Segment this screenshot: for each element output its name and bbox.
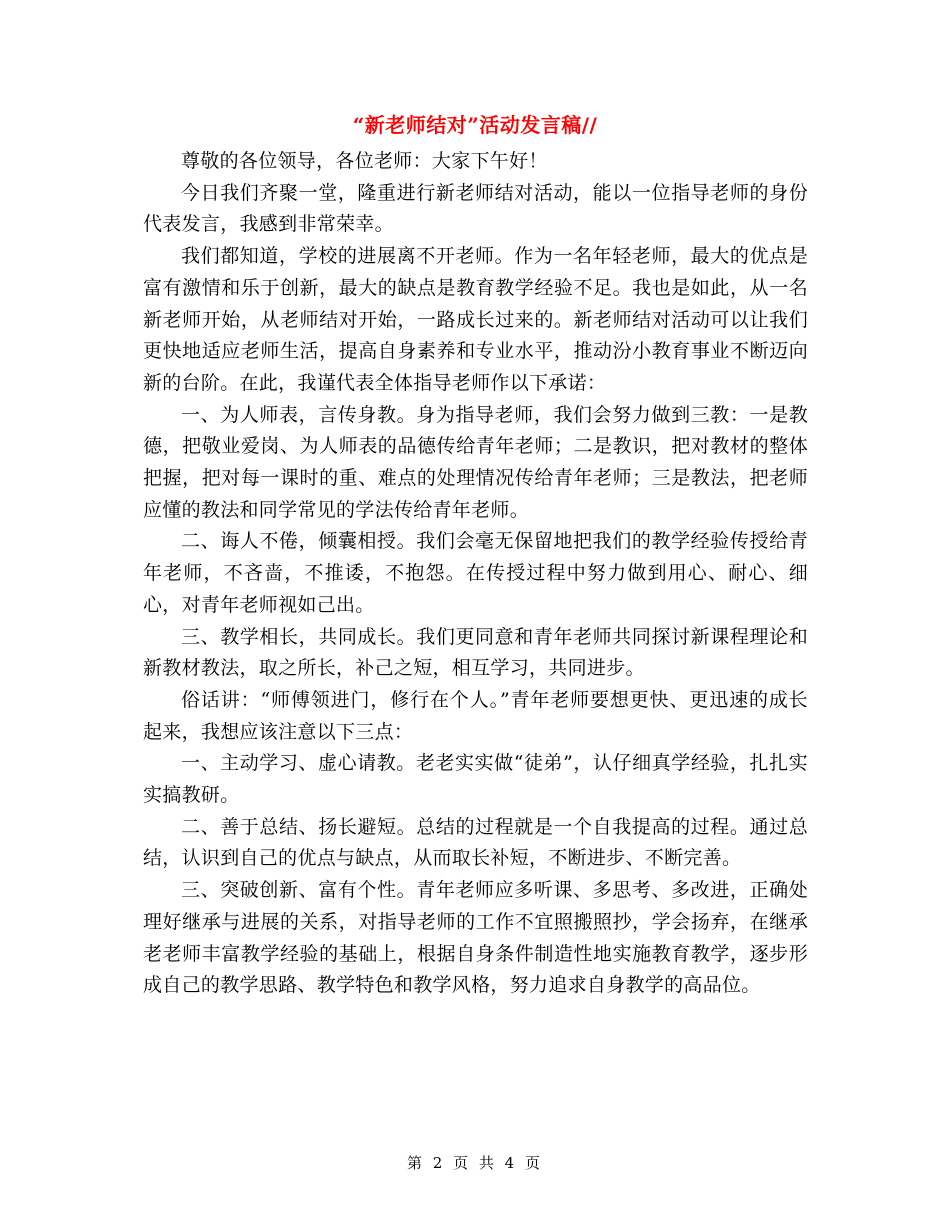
paragraph-promise-2: 二、诲人不倦，倾囊相授。我们会毫无保留地把我们的教学经验传授给青年老师，不吝啬，不推诿，不抱怨。在传授过程中努力做到用心、耐心、细心，对青年老师视如己出。: [143, 530, 808, 616]
document-title: “新老师结对”活动发言稿//: [352, 113, 598, 137]
paragraph-promise-1: 一、为人师表，言传身教。身为指导老师，我们会努力做到三教：一是教德，把敬业爱岗、为人师表的品德传给青年老师；二是教识，把对教材的整体把握，把对每一课时的重、难点的处理情况传给青年老师；三是教法，把老师应懂的教法和同学常见的学法传给青年老师。: [143, 403, 808, 521]
document-body: [143, 146, 808, 1002]
paragraph-advice-3: 三、突破创新、富有个性。青年老师应多听课、多思考、多改进，正确处理好继承与进展的关系，对指导老师的工作不宜照搬照抄，学会扬弃，在继承老老师丰富教学经验的基础上，根据自身条件制造性地实施教育教学，逐步形成自己的教学思路、教学特色和教学风格，努力追求自身教学的高品位。: [143, 879, 808, 997]
page-number-footer: 第 2 页 共 4 页: [407, 1154, 543, 1172]
paragraph-opening: 今日我们齐聚一堂，隆重进行新老师结对活动，能以一位指导老师的身份代表发言，我感到非常荣幸。: [143, 181, 808, 236]
paragraph-greeting: 尊敬的各位领导，各位老师：大家下午好！: [181, 150, 548, 172]
paragraph-advice-1: 一、主动学习、虚心请教。老老实实做“徒弟”，认仔细真学经验，扎扎实实搞教研。: [143, 752, 808, 807]
paragraph-background: 我们都知道，学校的进展离不开老师。作为一名年轻老师，最大的优点是富有激情和乐于创新，最大的缺点是教育教学经验不足。我也是如此，从一名新老师开始，从老师结对开始，一路成长过来的。新老师结对活动可以让我们更快地适应老师生活，提高自身素养和专业水平，推动汾小教育事业不断迈向新的台阶。在此，我谨代表全体指导老师作以下承诺：: [143, 245, 808, 394]
paragraph-promise-3: 三、教学相长，共同成长。我们更同意和青年老师共同探讨新课程理论和新教材教法，取之所长，补己之短，相互学习，共同进步。: [143, 625, 808, 680]
paragraph-advice-2: 二、善于总结、扬长避短。总结的过程就是一个自我提高的过程。通过总结，认识到自己的优点与缺点，从而取长补短，不断进步、不断完善。: [143, 815, 808, 870]
paragraph-proverb: 俗话讲：“师傅领进门，修行在个人。”青年老师要想更快、更迅速的成长起来，我想应该注意以下三点：: [143, 688, 808, 743]
